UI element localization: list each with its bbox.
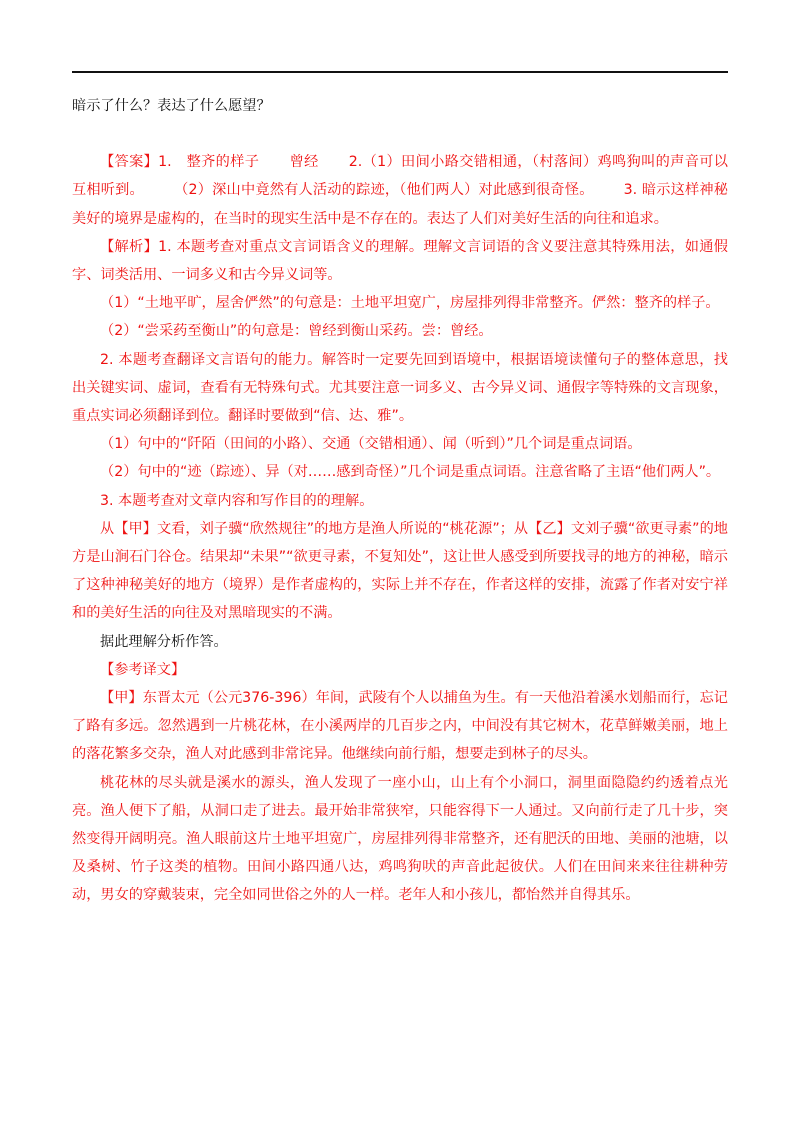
answer-label: 【答案】 — [100, 154, 159, 171]
analysis-p7: 3. 本题考查对文章内容和写作目的的理解。 — [100, 492, 374, 509]
translation-p1: 【甲】东晋太元（公元376-396）年间，武陵有个人以捕鱼为生。有一天他沿着溪水划船而行，忘记了路有多远。忽然遇到一片桃花林，在小溪两岸的几百步之内，中间没有其它树木，花草鲜嫩美丽，地上的落花繁多交杂，渔人对此感到非常诧异。他继续向前行船，想要走到林子的尽头。 — [72, 690, 728, 763]
answer-seg5: 3. 暗示这样神秘美好的境界是虚构的，在当时的现实生活中是不存在的。表达了人们对美好生活的向往和追求。 — [72, 182, 728, 227]
analysis-p6: （2）句中的“迹（踪迹）、异（对……感到奇怪）”几个词是重点词语。注意省略了主语“他们两人”。 — [100, 464, 721, 481]
analysis-p4: 2. 本题考查翻译文言语句的能力。解答时一定要先回到语境中，根据语境读懂句子的整体意思，找出关键实词、虚词，查看有无特殊句式。尤其要注意一词多义、古今异义词、通假字等特殊的文言现象，重点实词必须翻译到位。翻译时要做到“信、达、雅”。 — [72, 351, 728, 425]
translation-label: 【参考译文】 — [100, 661, 186, 678]
answer-seg1: 1. 整齐的样子 — [158, 154, 260, 171]
analysis-p9: 据此理解分析作答。 — [100, 633, 228, 650]
analysis-p3: （2）“尝采药至衡山”的句意是：曾经到衡山采药。尝：曾经。 — [100, 323, 493, 340]
analysis-p2: （1）“土地平旷，屋舍俨然”的句意是：土地平坦宽广，房屋排列得非常整齐。俨然：整齐的样子。 — [100, 295, 720, 312]
header-rule — [72, 71, 728, 73]
document-body — [72, 92, 728, 910]
answer-seg2: 曾经 — [289, 154, 319, 171]
analysis-p5: （1）句中的“阡陌（田间的小路）、交通（交错相通）、闻（听到）”几个词是重点词语。 — [100, 436, 642, 453]
answer-seg3: 2.（1）田间小路交错相通，（村落间）鸡鸣狗叫的声音可以互相听到。 — [72, 154, 728, 199]
translation-p2: 桃花林的尽头就是溪水的源头，渔人发现了一座小山，山上有个小洞口，洞里面隐隐约约透着点光亮。渔人便下了船，从洞口走了进去。最开始非常狭窄，只能容得下一人通过。又向前行走了几十步，突然变得开阔明亮。渔人眼前这片土地平坦宽广，房屋排列得非常整齐，还有肥沃的田地、美丽的池塘，以及桑树、竹子这类的植物。田间小路四通八达，鸡鸣狗吠的声音此起彼伏。人们在田间来来往往耕种劳动，男女的穿戴装束，完全如同世俗之外的人一样。老年人和小孩儿，都怡然并自得其乐。 — [72, 774, 728, 904]
analysis-p8: 从【甲】文看，刘子骥“欣然规往”的地方是渔人所说的“桃花源”；从【乙】文刘子骥“欲更寻素”的地方是山涧石门谷仓。结果却“未果”“欲更寻素，不复知处”，这让世人感受到所要找寻的地方的神秘，暗示了这种神秘美好的地方（境界）是作者虚构的，实际上并不存在，作者这样的安排，流露了作者对安宁祥和的美好生活的向往及对黑暗现实的不满。 — [72, 520, 728, 622]
answer-paragraph — [72, 148, 728, 233]
analysis-p1: 【解析】1. 本题考查对重点文言词语含义的理解。理解文言词语的含义要注意其特殊用法，如通假字、词类活用、一词多义和古今异义词等。 — [72, 238, 728, 284]
answer-seg4: （2）深山中竟然有人活动的踪迹，（他们两人）对此感到很奇怪。 — [173, 182, 594, 199]
question-tail: 暗示了什么？表达了什么愿望？ — [72, 98, 271, 114]
